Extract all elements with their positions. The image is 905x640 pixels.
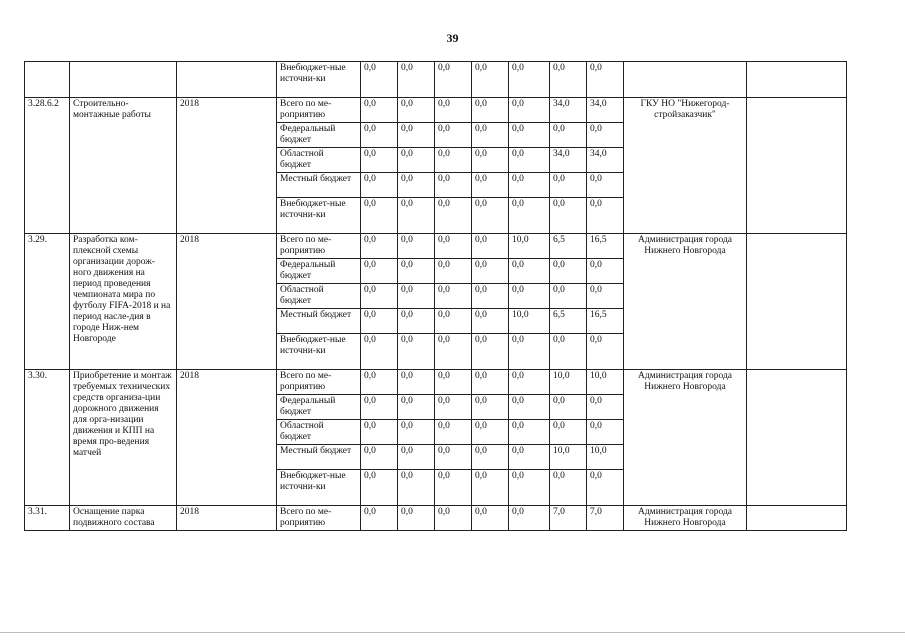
cell-value: 0,0 <box>435 395 472 420</box>
cell-code: 3.31. <box>25 506 70 531</box>
cell-value: 0,0 <box>550 420 587 445</box>
cell-source: Всего по ме-роприятию <box>277 370 361 395</box>
cell-value: 0,0 <box>398 148 435 173</box>
cell-value: 0,0 <box>472 62 509 98</box>
cell-value: 0,0 <box>550 198 587 234</box>
cell-extra <box>747 234 847 370</box>
cell-executor: Администрация города Нижнего Новгорода <box>624 234 747 370</box>
cell-value: 0,0 <box>361 395 398 420</box>
cell-value: 0,0 <box>550 259 587 284</box>
cell-value: 0,0 <box>472 370 509 395</box>
cell-value: 0,0 <box>361 62 398 98</box>
cell-value: 0,0 <box>361 148 398 173</box>
cell-value: 10,0 <box>509 309 550 334</box>
cell-extra <box>747 62 847 98</box>
cell-value: 0,0 <box>472 148 509 173</box>
cell-code: 3.30. <box>25 370 70 506</box>
cell-value: 0,0 <box>398 62 435 98</box>
cell-value: 0,0 <box>398 506 435 531</box>
cell-value: 0,0 <box>472 420 509 445</box>
cell-executor: Администрация города Нижнего Новгорода <box>624 370 747 506</box>
cell-value: 0,0 <box>587 284 624 309</box>
cell-value: 0,0 <box>472 395 509 420</box>
cell-source: Федеральный бюджет <box>277 395 361 420</box>
cell-value: 0,0 <box>509 148 550 173</box>
cell-value: 34,0 <box>587 98 624 123</box>
cell-source: Областной бюджет <box>277 284 361 309</box>
cell-value: 0,0 <box>509 259 550 284</box>
cell-value: 0,0 <box>509 173 550 198</box>
cell-extra <box>747 370 847 506</box>
cell-source: Внебюджет-ные источни-ки <box>277 62 361 98</box>
cell-value: 0,0 <box>398 198 435 234</box>
cell-value: 0,0 <box>398 309 435 334</box>
cell-value: 0,0 <box>398 445 435 470</box>
cell-value: 0,0 <box>472 234 509 259</box>
cell-value: 34,0 <box>587 148 624 173</box>
cell-value: 0,0 <box>361 445 398 470</box>
cell-value: 0,0 <box>509 420 550 445</box>
cell-value: 16,5 <box>587 234 624 259</box>
cell-value: 0,0 <box>509 506 550 531</box>
cell-value: 0,0 <box>509 395 550 420</box>
page-number: 39 <box>446 31 459 45</box>
cell-value: 0,0 <box>435 198 472 234</box>
table-row <box>25 98 847 123</box>
cell-value: 0,0 <box>398 420 435 445</box>
cell-value: 0,0 <box>361 123 398 148</box>
cell-value: 0,0 <box>587 395 624 420</box>
cell-value: 0,0 <box>509 62 550 98</box>
cell-value: 0,0 <box>472 259 509 284</box>
cell-source: Федеральный бюджет <box>277 259 361 284</box>
cell-value: 0,0 <box>472 98 509 123</box>
cell-value: 0,0 <box>398 370 435 395</box>
cell-value: 0,0 <box>550 470 587 506</box>
cell-value: 0,0 <box>472 470 509 506</box>
cell-value: 0,0 <box>435 98 472 123</box>
cell-value: 0,0 <box>361 198 398 234</box>
cell-value: 7,0 <box>550 506 587 531</box>
cell-name <box>70 62 177 98</box>
cell-extra <box>747 98 847 234</box>
cell-year: 2018 <box>177 506 277 531</box>
cell-value: 0,0 <box>361 506 398 531</box>
cell-value: 0,0 <box>361 98 398 123</box>
cell-source: Областной бюджет <box>277 148 361 173</box>
cell-code: 3.28.6.2 <box>25 98 70 234</box>
cell-source: Всего по ме-роприятию <box>277 234 361 259</box>
cell-value: 6,5 <box>550 309 587 334</box>
cell-value: 0,0 <box>587 420 624 445</box>
cell-value: 0,0 <box>435 284 472 309</box>
cell-value: 10,0 <box>587 445 624 470</box>
cell-value: 0,0 <box>361 334 398 370</box>
cell-value: 0,0 <box>587 62 624 98</box>
cell-value: 0,0 <box>398 395 435 420</box>
budget-table <box>24 61 847 531</box>
cell-executor <box>624 62 747 98</box>
cell-value: 0,0 <box>435 506 472 531</box>
cell-value: 10,0 <box>550 370 587 395</box>
cell-value: 0,0 <box>435 234 472 259</box>
cell-value: 0,0 <box>398 173 435 198</box>
cell-value: 0,0 <box>361 470 398 506</box>
cell-source: Всего по ме-роприятию <box>277 98 361 123</box>
cell-value: 0,0 <box>435 123 472 148</box>
cell-value: 0,0 <box>435 259 472 284</box>
cell-value: 0,0 <box>361 259 398 284</box>
cell-value: 0,0 <box>435 420 472 445</box>
cell-value: 0,0 <box>398 334 435 370</box>
cell-value: 16,5 <box>587 309 624 334</box>
table-row <box>25 234 847 259</box>
cell-value: 6,5 <box>550 234 587 259</box>
cell-value: 34,0 <box>550 98 587 123</box>
table-row <box>25 62 847 98</box>
cell-value: 10,0 <box>550 445 587 470</box>
cell-name: Приобретение и монтаж требуемых технических средств организа-ции дорожного движения для орга-низации движения и КПП на время про-ведения матчей <box>70 370 177 506</box>
cell-value: 0,0 <box>550 123 587 148</box>
cell-value: 0,0 <box>550 395 587 420</box>
cell-value: 0,0 <box>509 445 550 470</box>
cell-executor: Администрация города Нижнего Новгорода <box>624 506 747 531</box>
cell-value: 0,0 <box>509 370 550 395</box>
cell-executor: ГКУ НО "Нижегород-стройзаказчик" <box>624 98 747 234</box>
cell-year: 2018 <box>177 234 277 370</box>
cell-year: 2018 <box>177 98 277 234</box>
cell-value: 0,0 <box>435 62 472 98</box>
cell-name: Разработка ком-плексной схемы организации дорож-ного движения на период проведения чемпионата мира по футболу FIFA-2018 и на период насле-дия в городе Ниж-нем Новгороде <box>70 234 177 370</box>
cell-value: 0,0 <box>509 198 550 234</box>
cell-value: 0,0 <box>587 198 624 234</box>
cell-value: 0,0 <box>587 123 624 148</box>
cell-value: 0,0 <box>361 173 398 198</box>
cell-value: 0,0 <box>435 173 472 198</box>
cell-value: 0,0 <box>361 309 398 334</box>
cell-value: 0,0 <box>472 506 509 531</box>
cell-value: 0,0 <box>587 334 624 370</box>
cell-value: 0,0 <box>398 259 435 284</box>
cell-value: 0,0 <box>472 198 509 234</box>
cell-value: 0,0 <box>435 470 472 506</box>
cell-value: 0,0 <box>398 98 435 123</box>
cell-value: 0,0 <box>550 284 587 309</box>
cell-value: 0,0 <box>509 123 550 148</box>
cell-source: Внебюджет-ные источни-ки <box>277 470 361 506</box>
cell-name: Строительно-монтажные работы <box>70 98 177 234</box>
cell-extra <box>747 506 847 531</box>
cell-value: 0,0 <box>472 123 509 148</box>
cell-value: 0,0 <box>509 334 550 370</box>
cell-value: 0,0 <box>472 445 509 470</box>
cell-source: Местный бюджет <box>277 173 361 198</box>
cell-year <box>177 62 277 98</box>
cell-source: Областной бюджет <box>277 420 361 445</box>
cell-value: 10,0 <box>587 370 624 395</box>
cell-value: 10,0 <box>509 234 550 259</box>
cell-source: Внебюджет-ные источни-ки <box>277 334 361 370</box>
cell-value: 0,0 <box>435 445 472 470</box>
cell-value: 0,0 <box>398 284 435 309</box>
cell-code: 3.29. <box>25 234 70 370</box>
cell-value: 0,0 <box>550 173 587 198</box>
cell-year: 2018 <box>177 370 277 506</box>
cell-source: Всего по ме-роприятию <box>277 506 361 531</box>
cell-value: 0,0 <box>550 334 587 370</box>
cell-name: Оснащение парка подвижного состава <box>70 506 177 531</box>
table-row <box>25 506 847 531</box>
cell-value: 0,0 <box>398 234 435 259</box>
table-row <box>25 370 847 395</box>
cell-value: 0,0 <box>435 309 472 334</box>
cell-value: 0,0 <box>509 284 550 309</box>
cell-value: 0,0 <box>472 309 509 334</box>
cell-value: 0,0 <box>509 98 550 123</box>
cell-value: 34,0 <box>550 148 587 173</box>
cell-value: 0,0 <box>435 334 472 370</box>
cell-value: 0,0 <box>587 470 624 506</box>
cell-value: 0,0 <box>361 284 398 309</box>
cell-value: 0,0 <box>587 259 624 284</box>
cell-value: 0,0 <box>361 420 398 445</box>
cell-value: 0,0 <box>587 173 624 198</box>
cell-value: 0,0 <box>398 470 435 506</box>
cell-value: 0,0 <box>435 370 472 395</box>
cell-value: 0,0 <box>472 173 509 198</box>
cell-value: 0,0 <box>361 234 398 259</box>
cell-code <box>25 62 70 98</box>
cell-source: Федеральный бюджет <box>277 123 361 148</box>
cell-value: 0,0 <box>509 470 550 506</box>
cell-value: 0,0 <box>435 148 472 173</box>
cell-value: 0,0 <box>398 123 435 148</box>
cell-source: Местный бюджет <box>277 309 361 334</box>
cell-value: 7,0 <box>587 506 624 531</box>
cell-source: Местный бюджет <box>277 445 361 470</box>
scan-artifact-line <box>0 632 905 633</box>
cell-value: 0,0 <box>361 370 398 395</box>
cell-value: 0,0 <box>472 284 509 309</box>
cell-value: 0,0 <box>472 334 509 370</box>
cell-source: Внебюджет-ные источни-ки <box>277 198 361 234</box>
cell-value: 0,0 <box>550 62 587 98</box>
